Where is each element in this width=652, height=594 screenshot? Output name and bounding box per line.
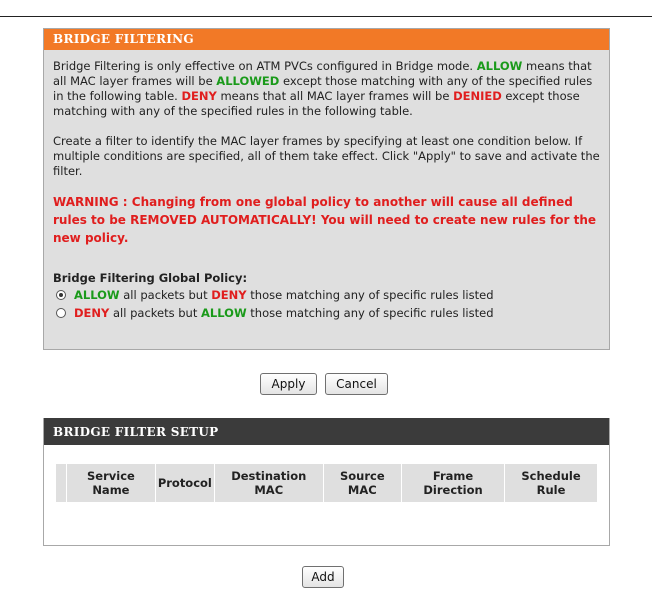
add-button[interactable]: Add	[302, 566, 344, 588]
policy-option-allow-label	[74, 288, 494, 303]
table-header-row	[56, 464, 598, 502]
policy-option-segment: DENY	[211, 287, 247, 302]
policy-option-segment: ALLOW	[201, 305, 247, 320]
instructions-text: Create a filter to identify the MAC layer frames by specifying at least one condition below. If multiple conditions are specified, all of them take effect. Click "Apply" to save and activate the filter.	[53, 134, 600, 178]
bridge-filter-setup-panel	[43, 418, 610, 546]
select-column-header	[56, 464, 67, 502]
policy-warning: WARNING : Changing from one global policy to another will cause all defined rules to be REMOVED AUTOMATICALLY! You will need to create new rules for the new policy.	[53, 195, 597, 245]
policy-option-allow[interactable]	[53, 286, 600, 304]
policy-radio-allow[interactable]	[56, 290, 66, 300]
filter-rules-table	[56, 464, 598, 502]
column-header: Destination MAC	[214, 464, 323, 502]
intro-segment: ALLOW	[476, 59, 523, 73]
column-header: Source MAC	[323, 464, 401, 502]
intro-segment: means that all MAC layer frames will be	[216, 89, 454, 103]
column-header: Schedule Rule	[505, 464, 598, 502]
global-policy-label: Bridge Filtering Global Policy:	[53, 271, 248, 285]
intro-description	[53, 59, 600, 119]
policy-option-segment: those matching any of specific rules listed	[246, 305, 494, 320]
policy-option-segment: all packets but	[109, 305, 202, 320]
intro-segment: DENIED	[453, 89, 502, 103]
top-divider	[0, 16, 652, 17]
intro-segment: except those matching with any of the specified rules in the following table.	[53, 74, 593, 103]
column-header: Frame Direction	[401, 464, 504, 502]
bridge-filtering-panel	[43, 28, 610, 350]
policy-option-segment: all packets but	[119, 287, 212, 302]
policy-option-deny[interactable]	[53, 304, 600, 322]
cancel-button[interactable]: Cancel	[325, 373, 388, 395]
policy-option-segment: those matching any of specific rules listed	[246, 287, 494, 302]
apply-button[interactable]: Apply	[260, 373, 317, 395]
policy-radio-deny[interactable]	[56, 308, 66, 318]
policy-option-segment: ALLOW	[74, 287, 120, 302]
column-header: Protocol	[155, 464, 214, 502]
bridge-filter-setup-title: BRIDGE FILTER SETUP	[44, 418, 609, 445]
bridge-filtering-title: BRIDGE FILTERING	[44, 29, 609, 50]
intro-segment: Bridge Filtering is only effective on ATM PVCs configured in Bridge mode.	[53, 59, 477, 73]
column-header: Service Name	[67, 464, 156, 502]
policy-option-deny-label	[74, 306, 494, 321]
intro-segment: ALLOWED	[216, 74, 280, 88]
policy-option-segment: DENY	[74, 305, 110, 320]
intro-segment: DENY	[181, 89, 217, 103]
intro-segment: except those matching with any of the specified rules in the following table.	[53, 89, 580, 118]
intro-segment: means that all MAC layer frames will be	[53, 59, 592, 88]
